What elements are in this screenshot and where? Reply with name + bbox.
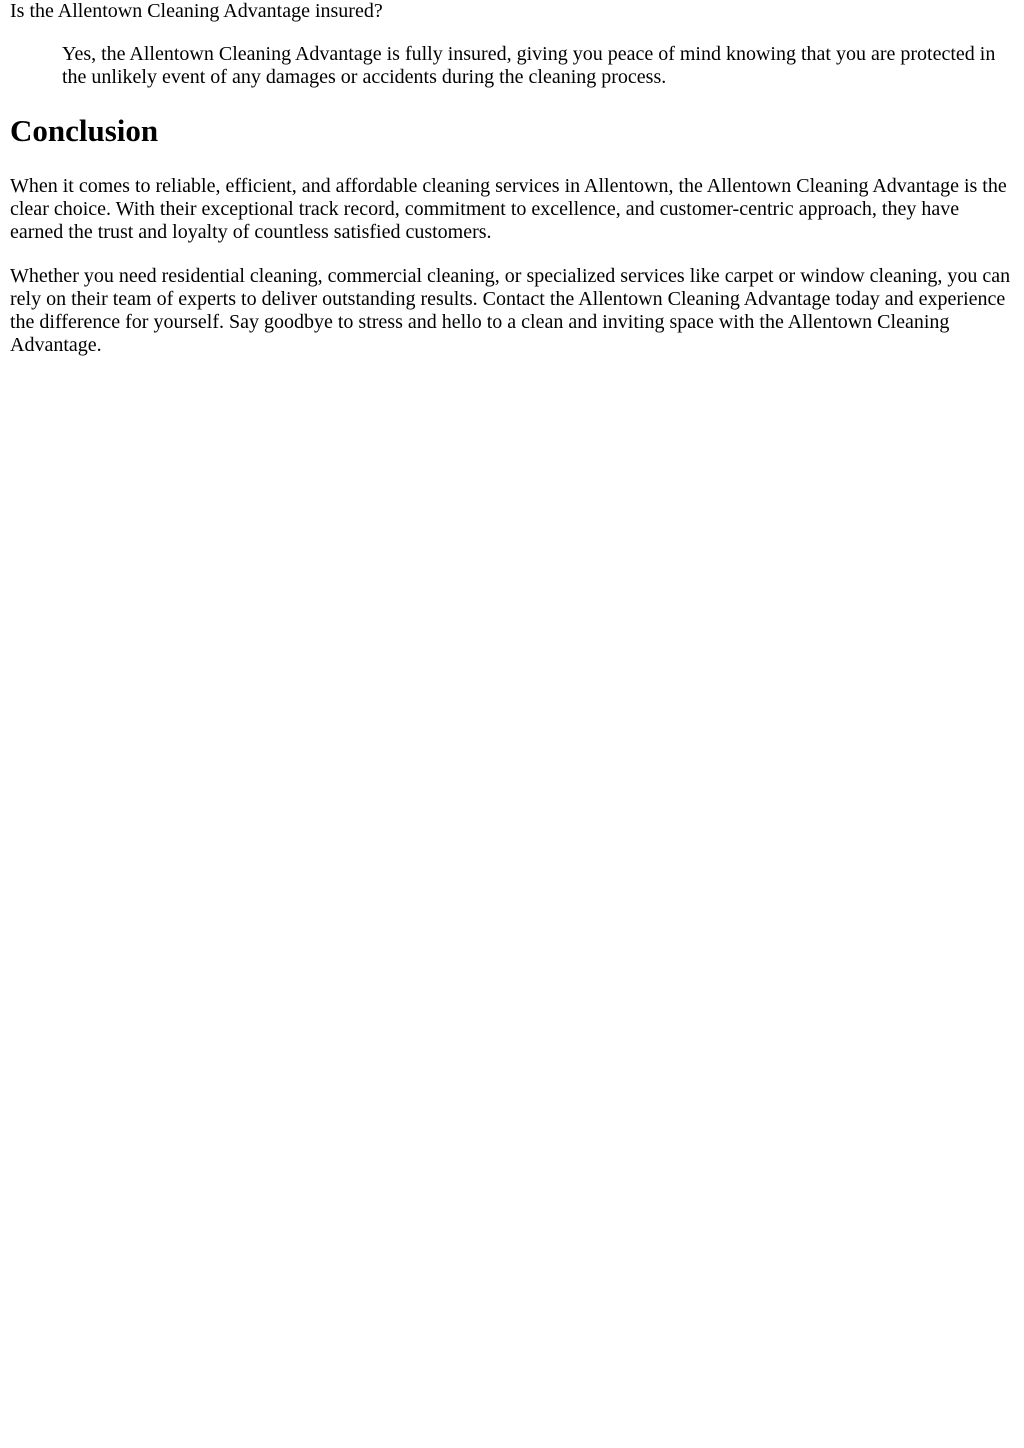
conclusion-heading: Conclusion: [10, 113, 159, 148]
faq-question: Is the Allentown Cleaning Advantage insured?: [10, 0, 383, 22]
faq-entry: [10, 0, 1014, 89]
conclusion-paragraph: Whether you need residential cleaning, commercial cleaning, or specialized services like carpet or window cleaning, you can rely on their team of experts to deliver outstanding results. Contact the Allentown Cleaning Advantage today and experience the difference for yourself. Say goodbye to stress and hello to a clean and inviting space with the Allentown Cleaning Advantage.: [10, 265, 1011, 356]
document-page: [0, 0, 1024, 357]
conclusion-paragraph: When it comes to reliable, efficient, and affordable cleaning services in Allentown, the Allentown Cleaning Advantage is the clear choice. With their exceptional track record, commitment to excellence, and customer-centric approach, they have earned the trust and loyalty of countless satisfied customers.: [10, 175, 1007, 243]
faq-answer: Yes, the Allentown Cleaning Advantage is fully insured, giving you peace of mind knowing that you are protected in the unlikely event of any damages or accidents during the cleaning process.: [62, 43, 996, 88]
